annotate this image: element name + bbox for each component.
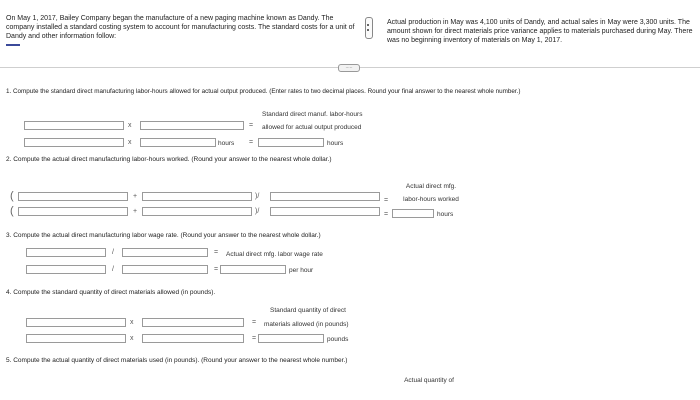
expand-collapse-handle[interactable]: .....	[338, 64, 360, 72]
q1-equals-symbol-2: =	[249, 139, 254, 146]
q1-input-c[interactable]	[24, 138, 124, 147]
q4-input-b[interactable]	[142, 318, 244, 327]
q3-unit-per-hour: per hour	[289, 267, 314, 274]
underline-mark	[6, 44, 20, 46]
q3-input-c[interactable]	[26, 265, 106, 274]
q1-input-b[interactable]	[140, 121, 244, 130]
q3-input-a[interactable]	[26, 248, 106, 257]
q3-input-d[interactable]	[122, 265, 208, 274]
q4-input-c[interactable]	[26, 334, 126, 343]
q2-input-e[interactable]	[142, 207, 252, 216]
q2-input-a[interactable]	[18, 192, 128, 201]
q4-input-a[interactable]	[26, 318, 126, 327]
q4-equals-symbol-1: =	[252, 319, 257, 326]
q2-divide-symbol-1: )/	[255, 193, 260, 200]
q2-plus-symbol-1: +	[133, 193, 138, 200]
q1-input-d[interactable]	[140, 138, 216, 147]
q1-unit-hours-left: hours	[218, 140, 235, 147]
q4-prompt: 4. Compute the standard quantity of direct materials allowed (in pounds).	[6, 289, 216, 296]
q1-result-label-2: allowed for actual output produced	[262, 124, 362, 131]
q2-result-label-2: labor-hours worked	[403, 196, 459, 203]
q4-equals-symbol-2: =	[252, 335, 257, 342]
q3-equals-symbol-2: =	[214, 266, 219, 273]
q4-result-label-2: materials allowed (in pounds)	[264, 321, 349, 328]
q2-equals-symbol-2: =	[384, 211, 389, 218]
q5-result-label: Actual quantity of	[404, 377, 454, 384]
q1-multiply-symbol-2: x	[128, 139, 132, 146]
q2-prompt: 2. Compute the actual direct manufacturing labor-hours worked. (Round your answer to the nearest whole dollar.)	[6, 156, 332, 163]
q3-equals-symbol-1: =	[214, 249, 219, 256]
q2-input-d[interactable]	[18, 207, 128, 216]
q2-divide-symbol-2: )/	[255, 208, 260, 215]
q4-multiply-symbol-1: x	[130, 319, 134, 326]
q4-multiply-symbol-2: x	[130, 335, 134, 342]
q2-unit-hours: hours	[437, 211, 454, 218]
q2-input-c[interactable]	[270, 192, 380, 201]
q1-multiply-symbol-1: x	[128, 122, 132, 129]
q1-result-label-1: Standard direct manuf. labor-hours	[262, 111, 363, 118]
q2-paren-open-1: (	[10, 190, 14, 202]
q1-unit-hours-right: hours	[327, 140, 344, 147]
q3-divide-symbol-2: /	[112, 266, 114, 273]
q1-prompt: 1. Compute the standard direct manufacturing labor-hours allowed for actual output produced. (Enter rates to two decimal places. Round your final answer to the nearest whole number.)	[6, 88, 521, 95]
q1-input-a[interactable]	[24, 121, 124, 130]
q4-result-label-1: Standard quantity of direct	[270, 307, 346, 314]
q3-result-input[interactable]	[220, 265, 286, 274]
q2-result-input[interactable]	[392, 209, 434, 218]
q2-equals-symbol: =	[384, 197, 389, 204]
q4-unit-pounds: pounds	[327, 336, 349, 343]
q2-plus-symbol-2: +	[133, 208, 138, 215]
q2-input-b[interactable]	[142, 192, 252, 201]
q3-prompt: 3. Compute the actual direct manufacturing labor wage rate. (Round your answer to the nearest whole dollar.)	[6, 232, 321, 239]
scroll-handle-icon[interactable]	[365, 17, 373, 39]
q4-input-d[interactable]	[142, 334, 244, 343]
q2-input-f[interactable]	[270, 207, 380, 216]
q2-paren-open-2: (	[10, 205, 14, 217]
q1-equals-symbol-1: =	[249, 122, 254, 129]
q4-result-input[interactable]	[258, 334, 324, 343]
intro-left-text: On May 1, 2017, Bailey Company began the manufacture of a new paging machine known as Dandy. The company installed a standard costing system to account for manufacturing costs. The standard costs for a unit of Dandy and other information follow:	[6, 15, 355, 40]
q2-result-label-1: Actual direct mfg.	[405, 183, 457, 190]
q3-result-label: Actual direct mfg. labor wage rate	[226, 251, 323, 258]
q1-result-input[interactable]	[258, 138, 324, 147]
q3-divide-symbol-1: /	[112, 249, 114, 256]
intro-right-text: Actual production in May was 4,100 units of Dandy, and actual sales in May were 3,300 units. The amount shown for direct materials price variance applies to materials purchased during May. There was no beginning inventory of materials on May 1, 2017.	[387, 19, 693, 44]
q3-input-b[interactable]	[122, 248, 208, 257]
q5-prompt: 5. Compute the actual quantity of direct materials used (in pounds). (Round your answer to the nearest whole number.)	[6, 357, 348, 364]
